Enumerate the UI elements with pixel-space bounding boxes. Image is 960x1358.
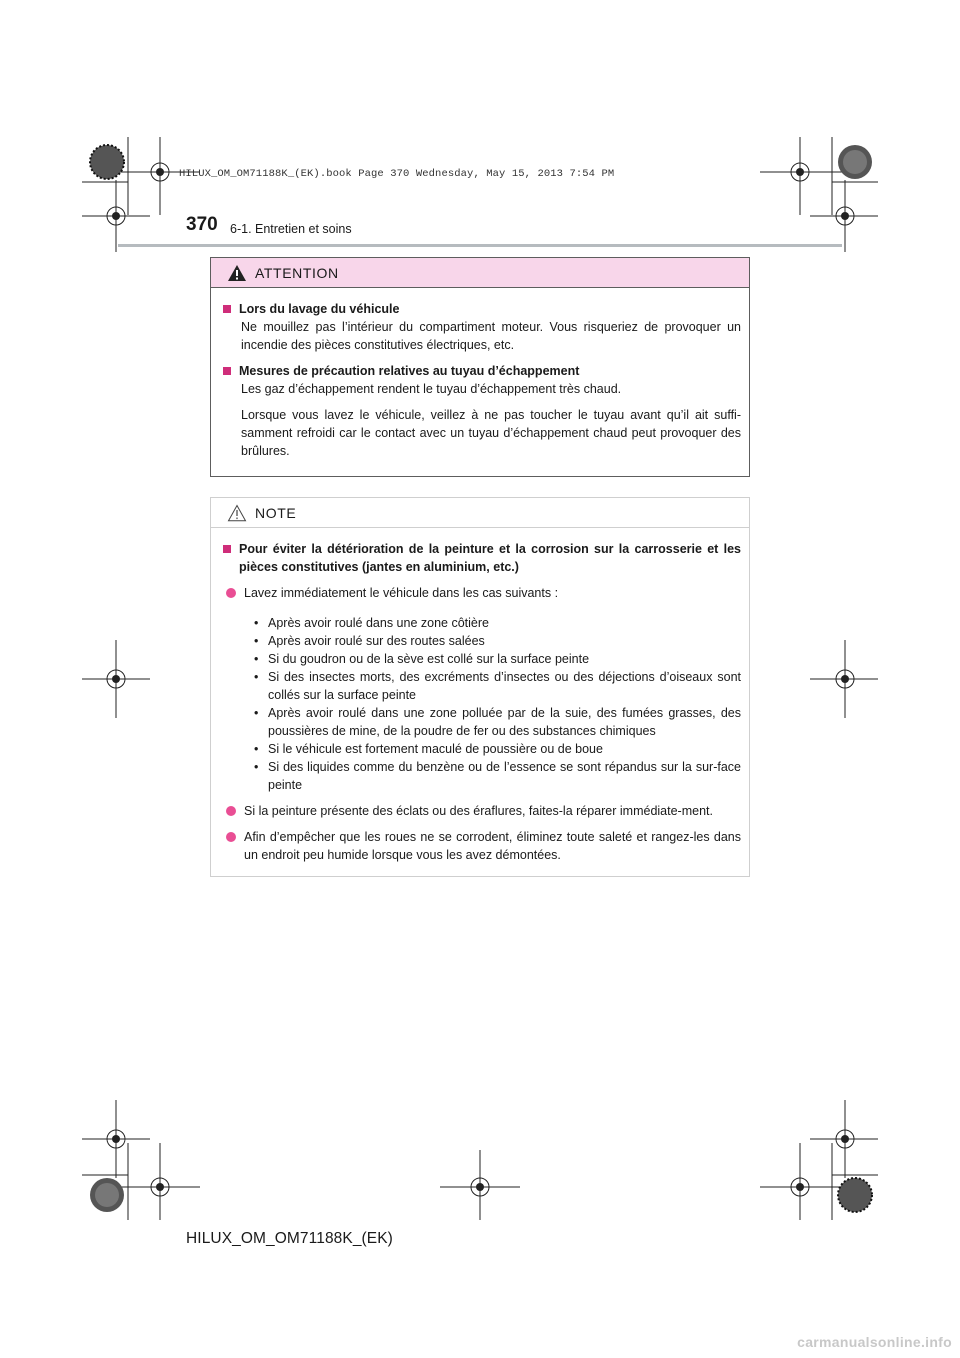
attention-header bbox=[211, 258, 749, 288]
attention-box bbox=[210, 257, 750, 477]
attention-label: ATTENTION bbox=[255, 264, 339, 281]
note-title: Pour éviter la détérioration de la peinture et la corrosion sur la carrosserie et les pièces constitutives (jantes en aluminium, etc.) bbox=[223, 540, 741, 576]
attention-item-title: Mesures de précaution relatives au tuyau d’échappement bbox=[223, 362, 741, 380]
square-bullet-icon bbox=[223, 367, 231, 375]
attention-item-title: Lors du lavage du véhicule bbox=[223, 300, 741, 318]
attention-body bbox=[211, 288, 749, 460]
footer-doc-code: HILUX_OM_OM71188K_(EK) bbox=[186, 1230, 393, 1247]
list-item: • Si du goudron ou de la sève est collé sur la surface peinte bbox=[254, 652, 590, 666]
list-item: • Après avoir roulé sur des routes salées bbox=[254, 634, 485, 648]
section-title: 6-1. Entretien et soins bbox=[230, 222, 352, 236]
warning-icon bbox=[227, 264, 247, 282]
note-label: NOTE bbox=[255, 504, 297, 521]
circle-bullet-icon bbox=[226, 832, 236, 842]
file-stamp: HILUX_OM_OM71188K_(EK).book Page 370 Wednesday, May 15, 2013 7:54 PM bbox=[179, 168, 615, 180]
list-item: • Si le véhicule est fortement maculé de poussière ou de boue bbox=[254, 742, 603, 756]
condition-list bbox=[254, 614, 741, 794]
watermark: carmanualsonline.info bbox=[797, 1334, 952, 1350]
note-box bbox=[210, 497, 750, 877]
note-body bbox=[211, 528, 749, 864]
circle-bullet-icon bbox=[226, 588, 236, 598]
note-point: Lavez immédiatement le véhicule dans les cas suivants : bbox=[226, 584, 741, 602]
circle-bullet-icon bbox=[226, 806, 236, 816]
attention-paragraph: Les gaz d’échappement rendent le tuyau d’échappement très chaud. bbox=[241, 382, 622, 396]
list-item: • Si des liquides comme du benzène ou de l’essence se sont répandus sur la sur-face peinte bbox=[254, 760, 741, 792]
list-item: • Après avoir roulé dans une zone polluée par de la suie, des fumées grasses, des poussières de mine, de la poudre de fer ou des substances chimiques bbox=[254, 706, 741, 738]
list-item: • Si des insectes morts, des excréments d’insectes ou des déjections d’oiseaux sont collés sur la surface peinte bbox=[254, 670, 741, 702]
list-item: • Après avoir roulé dans une zone côtière bbox=[254, 616, 489, 630]
note-point: Afin d’empêcher que les roues ne se corrodent, éliminez toute saleté et rangez-les dans un endroit peu humide lorsque vous les avez démontées. bbox=[226, 828, 741, 864]
attention-paragraph: Lorsque vous lavez le véhicule, veillez à ne pas toucher le tuyau avant qu’il ait suffi-samment refroidi car le contact avec un tuyau d’échappement chaud peut provoquer des brûlures. bbox=[241, 408, 741, 458]
caution-outline-icon bbox=[227, 504, 247, 522]
note-point: Si la peinture présente des éclats ou des éraflures, faites-la réparer immédiate-ment. bbox=[226, 802, 741, 820]
header-rule bbox=[118, 244, 842, 247]
square-bullet-icon bbox=[223, 545, 231, 553]
square-bullet-icon bbox=[223, 305, 231, 313]
page-number: 370 bbox=[186, 214, 218, 235]
attention-paragraph: Ne mouillez pas l’intérieur du compartiment moteur. Vous risqueriez de provoquer un incendie des pièces constitutives électriques, etc. bbox=[241, 320, 741, 352]
note-header bbox=[211, 498, 749, 528]
